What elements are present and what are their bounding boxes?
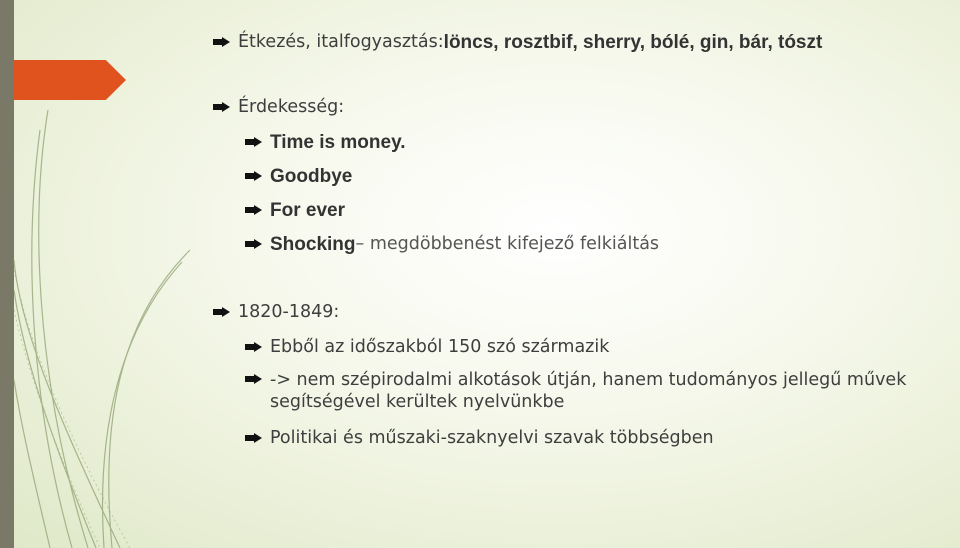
subbullet-goodbye <box>245 166 352 188</box>
bullet-bold-text: Time is money. <box>270 132 406 153</box>
bullet-bold-text: For ever <box>270 200 345 221</box>
arrow-bullet-icon <box>245 137 262 147</box>
arrow-bullet-icon <box>213 307 230 317</box>
bullet-food-drinks <box>213 32 822 54</box>
bullet-text: -> nem szépirodalmi alkotások útján, hanem tudományos jellegű művek segítségével kerültek nyelvünkbe <box>270 370 907 412</box>
bullet-text: Étkezés, italfogyasztás: <box>238 32 444 52</box>
arrow-bullet-icon <box>245 205 262 215</box>
bullet-text: Ebből az időszakból 150 szó származik <box>270 337 610 357</box>
bullet-curiosity <box>213 97 344 117</box>
subbullet-150-words <box>245 337 609 357</box>
subbullet-time-is-money <box>245 132 406 154</box>
bullet-text: 1820-1849: <box>238 302 340 322</box>
arrow-bullet-icon <box>213 37 230 47</box>
arrow-bullet-icon <box>245 171 262 181</box>
subbullet-shocking <box>245 234 659 256</box>
bullet-bold-text: Goodbye <box>270 166 353 187</box>
arrow-bullet-icon <box>245 239 262 249</box>
subbullet-political-technical <box>245 428 714 448</box>
arrow-bullet-icon <box>245 342 262 352</box>
subbullet-for-ever <box>245 200 345 222</box>
bullet-bold-text: löncs, rosztbif, sherry, bólé, gin, bár, tószt <box>443 32 823 53</box>
arrow-bullet-icon <box>245 433 262 443</box>
bullet-text: Érdekesség: <box>238 97 345 117</box>
left-accent-bar <box>0 0 14 548</box>
bullet-text: – megdöbbenést kifejező felkiáltás <box>355 234 660 254</box>
bullet-bold-text: Shocking <box>270 234 356 255</box>
orange-arrow-tab <box>14 60 126 100</box>
arrow-bullet-icon <box>245 374 262 384</box>
bullet-text: Politikai és műszaki-szaknyelvi szavak többségben <box>270 428 714 448</box>
bullet-period <box>213 302 339 322</box>
arrow-bullet-icon <box>213 102 230 112</box>
subbullet-scientific-works <box>245 369 910 413</box>
